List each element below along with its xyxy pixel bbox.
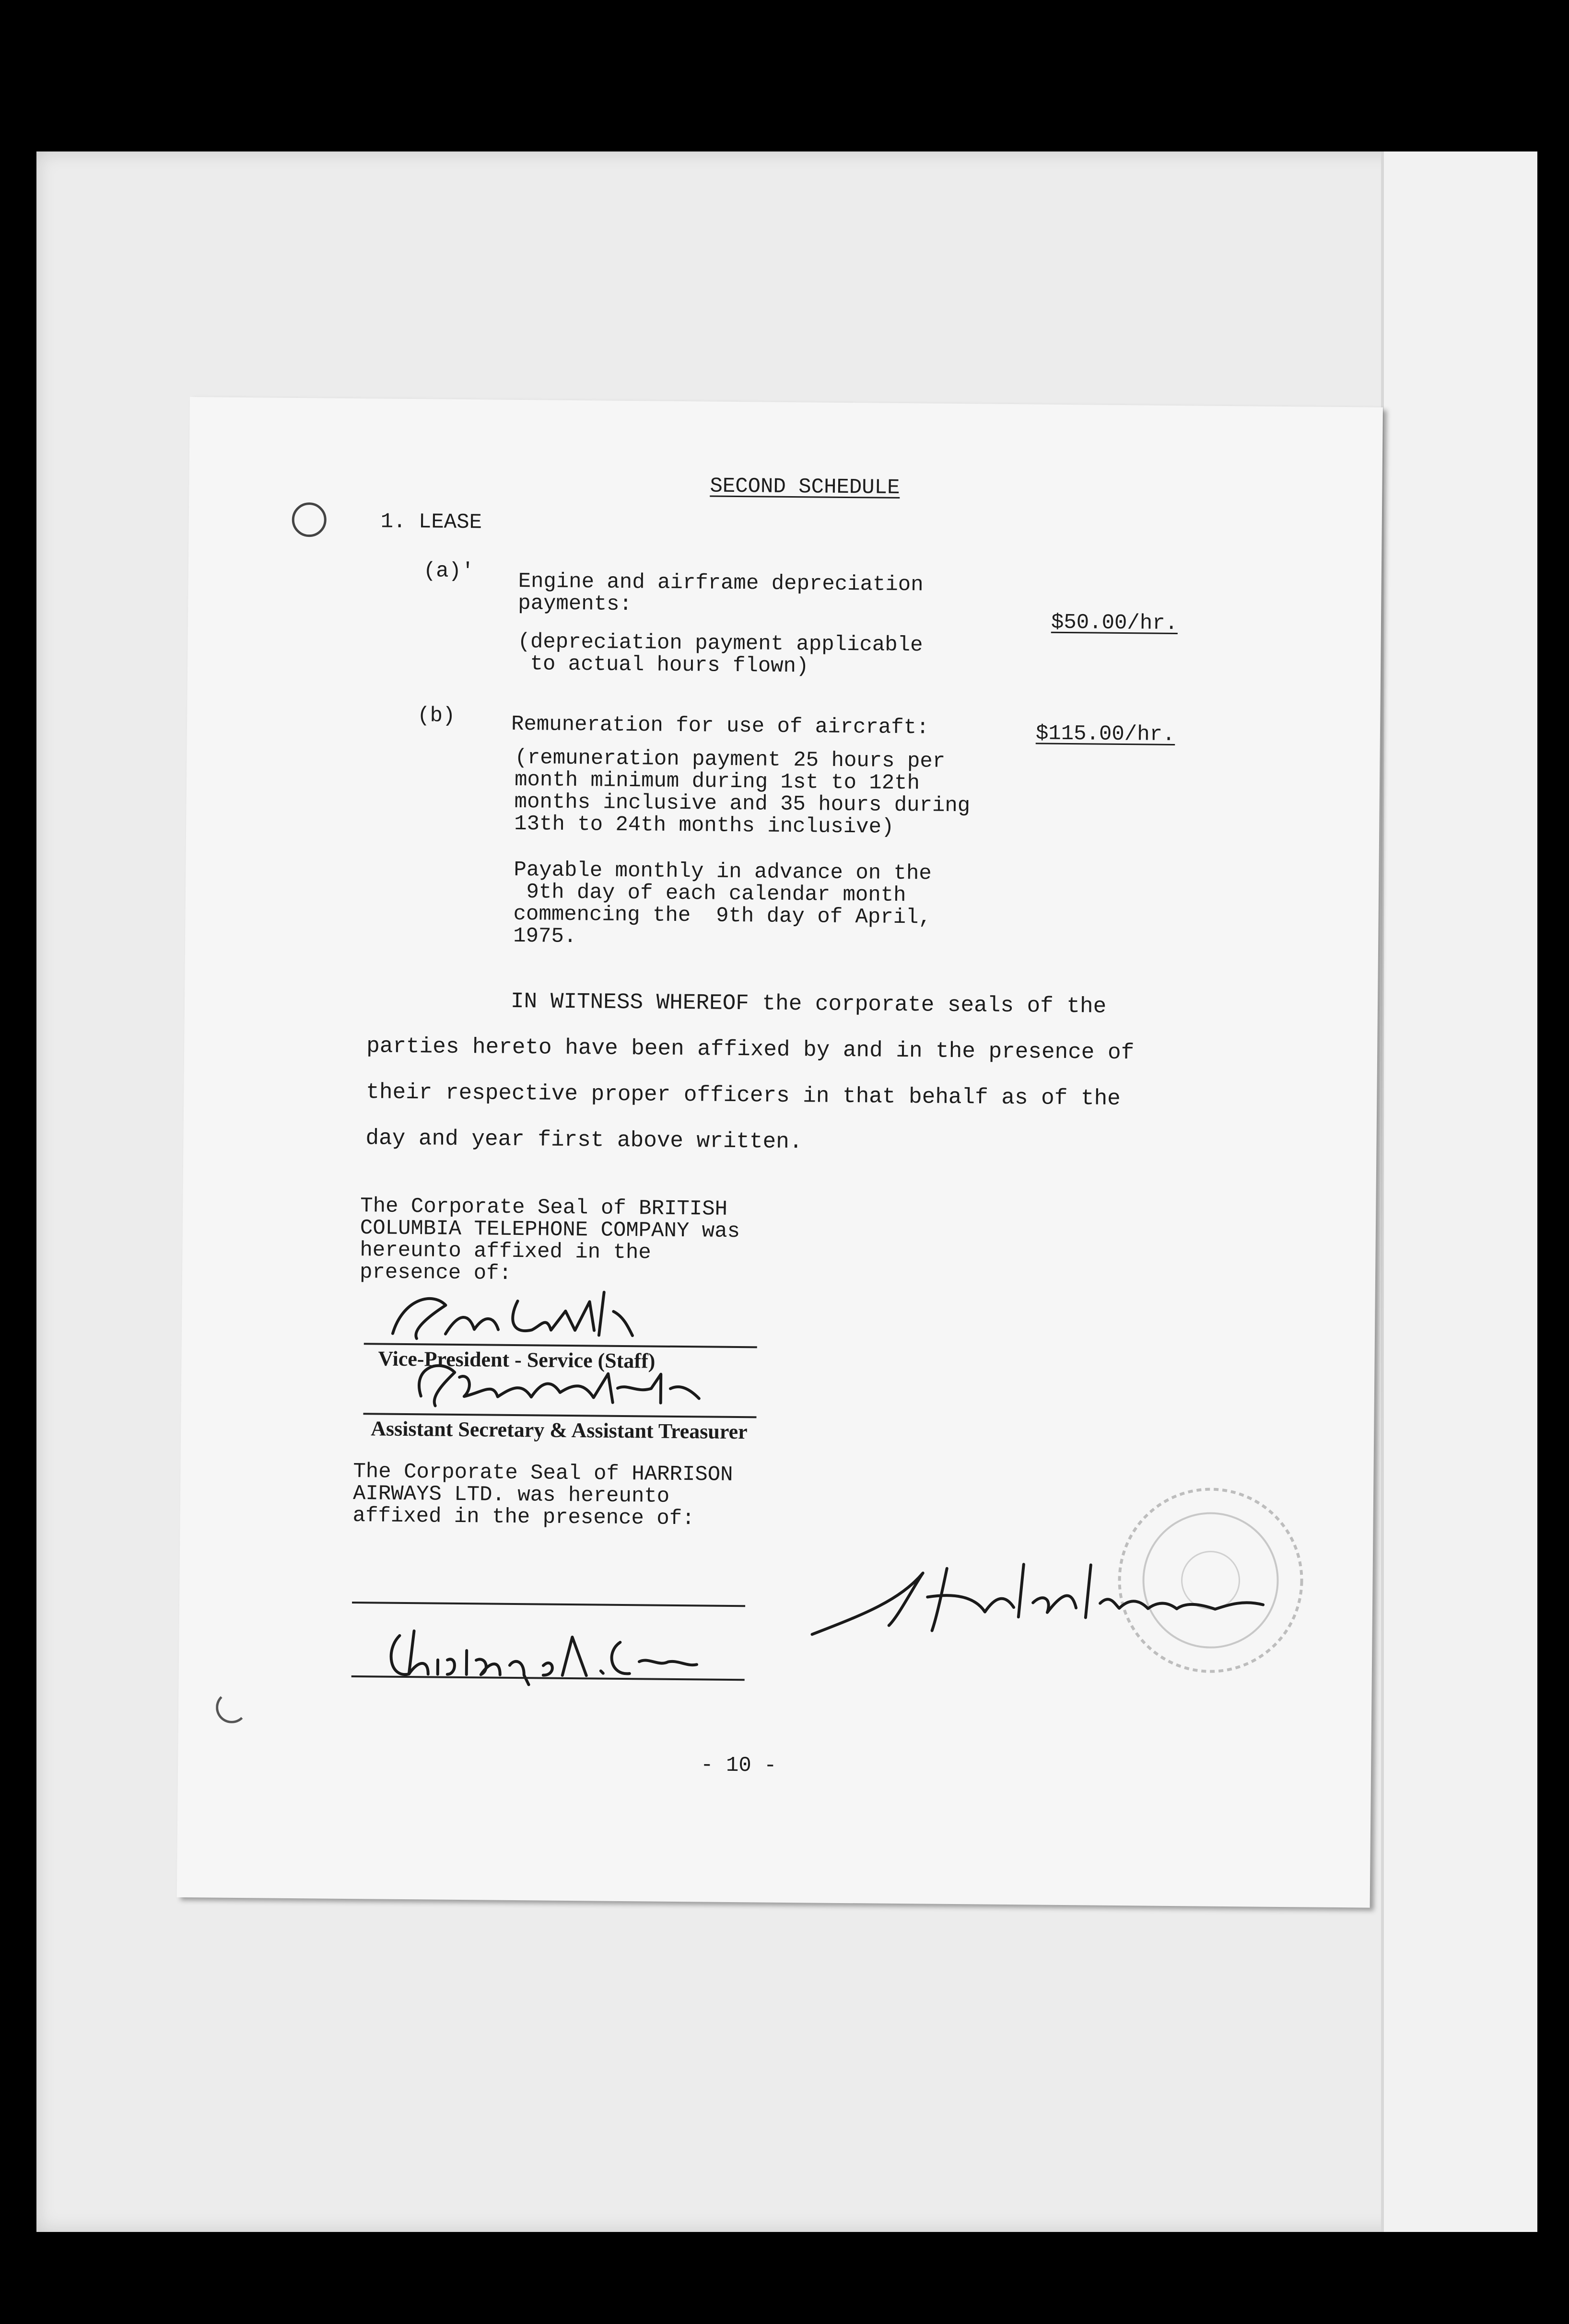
item-a-note2: to actual hours flown): [517, 651, 809, 679]
section-lease: 1. LEASE: [380, 510, 482, 535]
document-page: [177, 397, 1383, 1908]
item-b-line1: Remuneration for use of aircraft:: [511, 712, 929, 740]
signature-line-harrison-1: [352, 1602, 745, 1607]
witness-line1: IN WITNESS WHEREOF the corporate seals of the: [510, 988, 1107, 1019]
punch-hole-icon-lower: [216, 1692, 248, 1724]
item-b-payable3: commencing the 9th day of April,: [513, 902, 932, 930]
punch-hole-icon: [292, 502, 327, 537]
item-a-line1: Engine and airframe depreciation: [518, 569, 924, 597]
schedule-heading: SECOND SCHEDULE: [710, 474, 900, 500]
title-assistant-secretary: Assistant Secretary & Assistant Treasurer: [371, 1417, 748, 1444]
harrison-line2: AIRWAYS LTD. was hereunto: [352, 1482, 670, 1509]
item-b-note4: 13th to 24th months inclusive): [514, 812, 894, 839]
right-paper-strip: [1381, 151, 1537, 2232]
page-number: - 10 -: [700, 1753, 777, 1778]
bctel-line4: presence of:: [359, 1260, 512, 1286]
item-b-note1: (remuneration payment 25 hours per: [515, 745, 946, 774]
witness-line2: parties hereto have been affixed by and in the presence of: [366, 1034, 1135, 1066]
item-a-label: (a)': [423, 559, 474, 584]
item-b-note3: months inclusive and 35 hours during: [514, 790, 971, 818]
item-b-amount: $115.00/hr.: [1035, 721, 1175, 747]
bctel-line2: COLUMBIA TELEPHONE COMPANY was: [360, 1216, 740, 1244]
item-b-note2: month minimum during 1st to 12th: [514, 767, 920, 796]
item-a-line2: payments:: [518, 591, 632, 617]
item-b-label: (b): [417, 704, 456, 728]
item-b-payable4: 1975.: [513, 924, 577, 949]
witness-line3: their respective proper officers in that behalf as of the: [366, 1080, 1121, 1111]
harrison-officer-signature: [802, 1543, 1331, 1653]
witness-line4: day and year first above written.: [365, 1126, 803, 1155]
bctel-line1: The Corporate Seal of BRITISH: [360, 1194, 728, 1221]
title-vice-president: Vice-President - Service (Staff): [378, 1347, 656, 1373]
item-b-payable1: Payable monthly in advance on the: [514, 858, 932, 886]
item-a-amount: $50.00/hr.: [1051, 610, 1178, 636]
harrison-line1: The Corporate Seal of HARRISON: [353, 1460, 733, 1487]
item-a-note1: (depreciation payment applicable: [517, 629, 923, 658]
assistant-secretary-signature: [392, 1353, 776, 1418]
harrison-line3: affixed in the presence of:: [352, 1504, 695, 1531]
bctel-line3: hereunto affixed in the: [360, 1238, 651, 1265]
item-b-payable2: 9th day of each calendar month: [513, 880, 906, 908]
